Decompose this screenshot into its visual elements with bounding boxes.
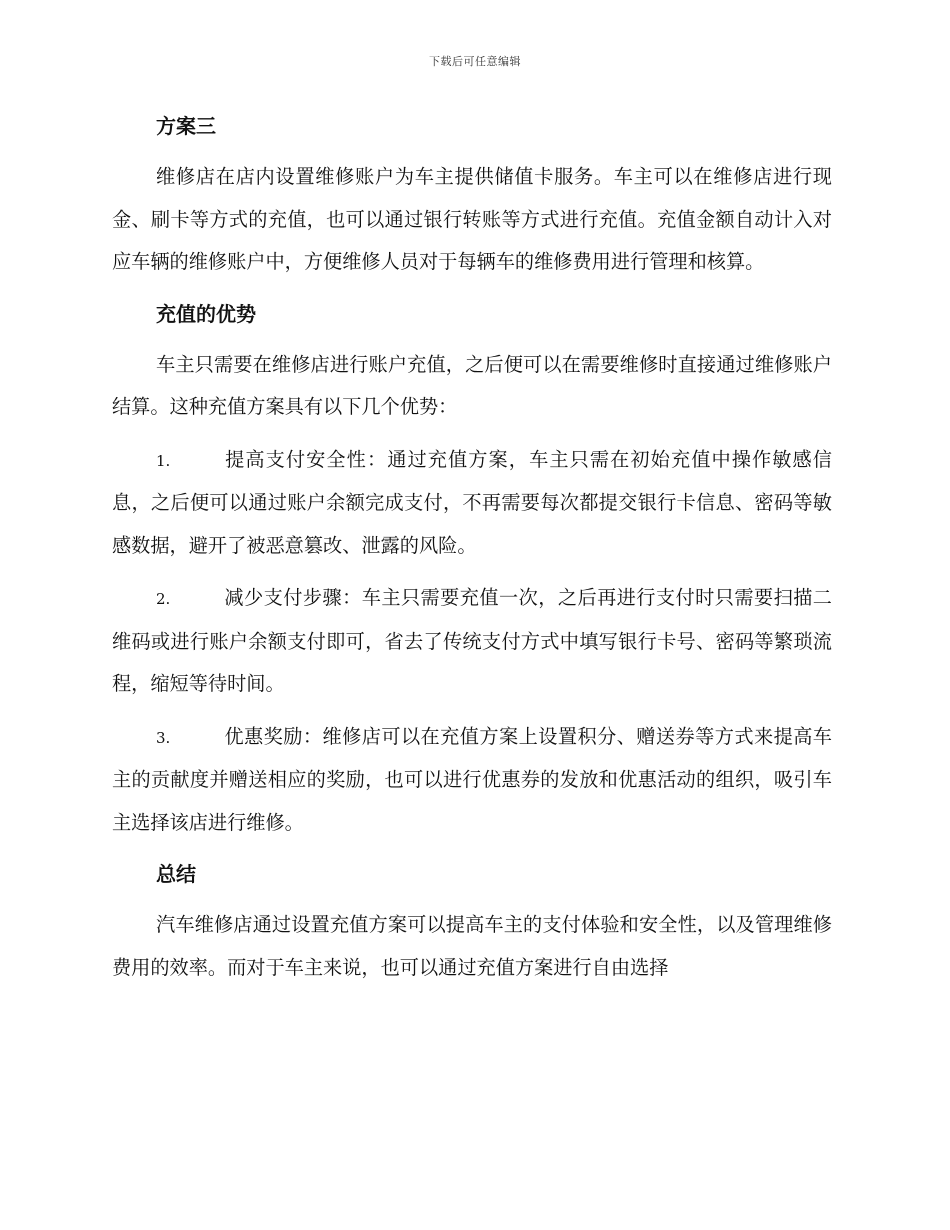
header-note: 下载后可任意编辑 (429, 55, 521, 68)
list-text-2: 减少支付步骤：车主只需要充值一次，之后再进行支付时只需要扫描二维码或进行账户余额支付即可，省去了传统支付方式中填写银行卡号、密码等繁琐流程，缩短等待时间。 (112, 586, 832, 695)
paragraph-plan3: 维修店在店内设置维修账户为车主提供储值卡服务。车主可以在维修店进行现金、刷卡等方式的充值，也可以通过银行转账等方式进行充值。充值金额自动计入对应车辆的维修账户中，方便维修人员对于每辆车的维修费用进行管理和核算。 (112, 165, 832, 273)
list-number-1: 1. (156, 451, 171, 470)
section-heading-advantages: 充值的优势 (156, 301, 256, 326)
paragraph-summary: 汽车维修店通过设置充值方案可以提高车主的支付体验和安全性，以及管理维修费用的效率。而对于车主来说，也可以通过充值方案进行自由选择 (112, 913, 832, 979)
list-item-1 (112, 439, 832, 568)
list-number-2: 2. (156, 590, 171, 608)
list-number-3: 3. (156, 728, 171, 747)
section-heading-summary: 总结 (156, 862, 196, 886)
list-text-3: 优惠奖励：维修店可以在充值方案上设置积分、赠送券等方式来提高车主的贡献度并赠送相应的奖励，也可以进行优惠券的发放和优惠活动的组织，吸引车主选择该店进行维修。 (112, 724, 832, 834)
paragraph-advantages-intro: 车主只需要在维修店进行账户充值，之后便可以在需要维修时直接通过维修账户结算。这种充值方案具有以下几个优势： (112, 352, 832, 418)
list-text-1: 提高支付安全性：通过充值方案，车主只需在初始充值中操作敏感信息，之后便可以通过账户余额完成支付，不再需要每次都提交银行卡信息、密码等敏感数据，避开了被恶意篡改、泄露的风险。 (112, 447, 832, 557)
section-heading-plan3: 方案三 (156, 114, 216, 138)
document-body (112, 106, 832, 989)
list-item-2 (112, 577, 832, 706)
list-item-3 (112, 716, 832, 845)
